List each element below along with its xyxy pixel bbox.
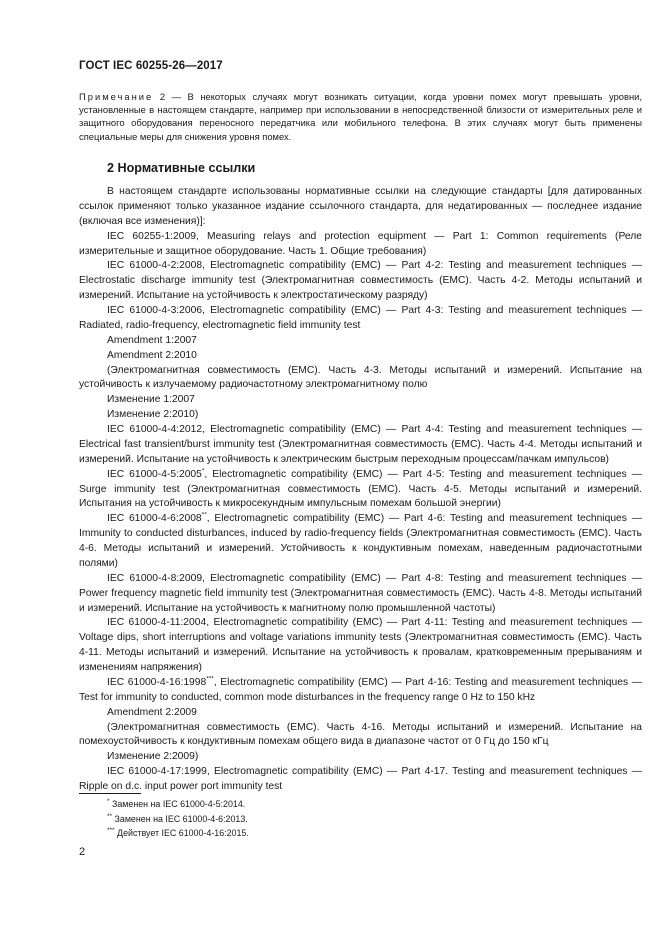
amendment-line: Amendment 1:2007 (107, 334, 197, 346)
section-title: 2 Нормативные ссылки (107, 161, 256, 175)
references-body (79, 185, 642, 795)
reference-item: IEC 61000-4-8:2009, Electromagnetic compatibility (EMC) — Part 4-8: Testing and measurement techniques — Power frequency magnetic field immunity test (Электромагнитная совместимость (ЕМС). Часть 4-8. Методы испытаний и измерений. Испытание на устойчивость к магнитному полю промышленной частоты) (79, 572, 642, 614)
footnote-marker: * (201, 467, 205, 475)
reference-code: IEC 61000-4-16:1998 (107, 676, 207, 688)
note-label: Примечание (79, 91, 154, 102)
reference-text: , Electromagnetic compatibility (EMC) — Part 4-6: Testing and measurement techniques — Immunity to conducted disturbances, induced by radio-frequency fields (Электромагнитная совместимость (ЕМС). Часть 4-6. Методы испытаний и измерений. Устойчивость к кондуктивным помехам, наведенным радиочастотными полями) (79, 513, 642, 569)
footnotes (107, 797, 249, 841)
footnote-marker: *** (206, 675, 214, 683)
amendment-line: Amendment 2:2010 (107, 349, 197, 361)
footnote (107, 797, 249, 812)
footnote (107, 826, 249, 841)
reference-item (79, 676, 642, 706)
reference-text: , Electromagnetic compatibility (EMC) — Part 4-16: Testing and measurement techniques — Test for immunity to conducted, common mode disturbances in the frequency range 0 Hz to 150 kHz (79, 676, 643, 703)
reference-item: IEC 61000-4-11:2004, Electromagnetic compatibility (EMC) — Part 4-11: Testing and measurement techniques — Voltage dips, short interruptions and voltage variations immunity tests (Электромагнитная совместимость (ЕМС). Часть 4-11. Методы испытаний и измерений. Испытание на устойчивость к провалам, кратковременным прерываниям и изменениям напряжения) (79, 617, 642, 673)
footnote-text: Заменен на IEC 61000-4-5:2014. (109, 799, 246, 809)
page-number: 2 (79, 846, 86, 858)
footnote-marker: ** (201, 511, 207, 519)
amendment-line: Изменение 2:2009) (107, 751, 199, 763)
reference-item: IEC 61000-4-3:2006, Electromagnetic compatibility (EMC) — Part 4-3: Testing and measurement techniques — Radiated, radio-frequency, electromagnetic field immunity test (79, 305, 642, 331)
amendment-line: Изменение 2:2010) (107, 409, 199, 421)
note-paragraph (79, 90, 642, 143)
reference-code: IEC 61000-4-5:2005 (107, 468, 202, 480)
footnote (107, 812, 249, 827)
reference-item: IEC 60255-1:2009, Measuring relays and protection equipment — Part 1: Common requirements (Реле измерительные и защитное оборудование. Часть 1. Общие требования) (79, 230, 642, 257)
reference-item (79, 512, 642, 572)
amendment-line: Изменение 1:2007 (107, 394, 195, 406)
reference-item: IEC 61000-4-2:2008, Electromagnetic compatibility (EMC) — Part 4-2: Testing and measurement techniques — Electrostatic discharge immunity test (Электромагнитная совместимость (ЕМС). Часть 4-2. Методы испытаний и измерений. Испытание на устойчивость к электростатическому разряду) (79, 260, 642, 302)
footnote-text: Действует IEC 61000-4-16:2015. (114, 828, 249, 838)
reference-translation: (Электромагнитная совместимость (ЕМС). Часть 4-16. Методы испытаний и измерений. Испытание на помехоустойчивость к кондуктивным помехам общего вида в диапазоне частот от 0 Гц до 150 кГц (79, 721, 642, 748)
reference-item (79, 468, 642, 513)
reference-item: IEC 61000-4-4:2012, Electromagnetic compatibility (EMC) — Part 4-4: Testing and measurement techniques — Electrical fast transient/burst immunity test (Электромагнитная совместимость (ЕМС). Часть 4-4. Методы испытаний и измерений. Испытание на устойчивость к электрическим быстрым переходным процессам/пачкам импульсов) (79, 424, 642, 465)
footnote-divider (79, 793, 141, 794)
footnote-marker: ** (107, 812, 113, 820)
reference-code: IEC 61000-4-6:2008 (107, 513, 202, 525)
footnote-marker: *** (107, 827, 115, 835)
document-header: ГОСТ IEC 60255-26—2017 (79, 60, 223, 72)
intro-paragraph: В настоящем стандарте использованы нормативные ссылки на следующие стандарты [для датированных ссылок применяют только указанное издание ссылочного стандарта, для недатированных — последнее издание (включая все изменения)]: (79, 186, 642, 227)
reference-item: IEC 61000-4-17:1999, Electromagnetic compatibility (EMC) — Part 4-17. Testing and measurement techniques — Ripple on d.c. input power port immunity test (79, 766, 642, 792)
reference-translation: (Электромагнитная совместимость (ЕМС). Часть 4-3. Методы испытаний и измерений. Испытание на устойчивость к излучаемому радиочастотному электромагнитному полю (79, 364, 642, 391)
footnote-text: Заменен на IEC 61000-4-6:2013. (112, 813, 248, 824)
reference-text: , Electromagnetic compatibility (EMC) — Part 4-5: Testing and measurement techniques — Surge immunity test (Электромагнитная совместимость (ЕМС). Часть 4-5. Методы испытаний и измерений. Испытания на устойчивость к микросекундным импульсным помехам большой энергии) (79, 468, 642, 510)
footnote-marker: * (107, 798, 110, 806)
note-text: 2 — В некоторых случаях могут возникать ситуации, когда уровни помех могут превышать уровни, установленные в настоящем стандарте, например при использовании в непосредственной близости от измерительных реле и защитного оборудования переносного передатчика или мобильного телефона. В этих случаях могут быть применены специальные меры для снижения уровня помех. (79, 91, 642, 142)
amendment-line: Amendment 2:2009 (107, 706, 197, 718)
